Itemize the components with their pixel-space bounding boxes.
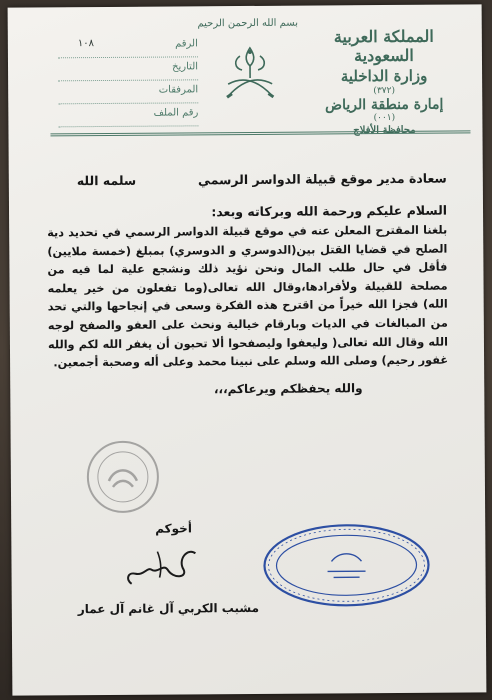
kingdom-name: المملكة العربية السعودية <box>333 26 434 66</box>
ref-file-label: رقم الملف <box>153 107 199 119</box>
signature-icon <box>117 539 207 590</box>
ref-attachments-row <box>58 80 198 104</box>
ministry-name: وزارة الداخلية <box>340 66 428 86</box>
bismillah: بسم الله الرحمن الرحيم <box>197 17 299 30</box>
ref-file-row <box>58 103 198 127</box>
salutation-suffix: سلمه الله <box>76 172 137 189</box>
closing-line: والله يحفظكم ويرعاكم،،، <box>213 380 363 396</box>
emirate-name: إمارة منطقة الرياض <box>325 96 444 114</box>
letter-body <box>47 171 449 398</box>
ref-date-label: التاريخ <box>172 61 199 73</box>
ministry-code: (٣٧٢) <box>373 85 395 97</box>
signer-name: مشبب الكربي آل غانم آل عمار <box>77 600 260 617</box>
official-oval-stamp-icon <box>261 521 432 610</box>
ref-number-row <box>58 34 198 58</box>
reference-block <box>58 34 199 127</box>
saudi-emblem-icon <box>220 44 280 106</box>
round-tribe-stamp-icon <box>85 439 162 516</box>
governorate-name: محافظة الأفلاج <box>353 124 416 137</box>
greeting: السلام عليكم ورحمة الله وبركاته وبعد: <box>211 202 448 220</box>
ref-number-value: ١٠٨ <box>77 38 95 50</box>
letter-sheet <box>8 4 487 695</box>
emirate-code: (٠٠١) <box>373 112 396 124</box>
ref-attachments-label: المرفقات <box>158 84 199 96</box>
ref-number-label: الرقم <box>175 38 198 50</box>
brother-label: أخوكم <box>155 521 192 536</box>
letter-paragraph: بلغنا المقترح المعلن عنه في موقع قبيلة الدواسر الرسمي في تحديد دية الصلح في قضايا القتل بين(الدوسري و الدوسري) بمبلغ (خمسة ملايين) فأقل في حال طلب المال ونحن نؤيد ذلك ونشجع علية لما فيه من مصلحة للقبيلة ولأفرادها،وقال الله تعالى(وما تفعلون من خير يعلمه الله) فجزا الله خيراً من اقترح هذه الفكرة وسعى في إنجاحها والتي تحد من المبالغات في الديات وبارقام خيالية ونحث على العفو والصفح لوجه الله وقال الله تعالى( وليعفوا وليصفحوا ألا تحبون أن يغفر الله لكم والله غفور رحيم) وصلى الله وسلم على نبينا محمد وعلى أله وصحبة أجمعين. <box>47 223 449 370</box>
ref-date-row <box>58 57 198 81</box>
letterhead <box>304 26 465 136</box>
signoff-block <box>77 521 277 617</box>
addressee: سعادة مدير موقع قبيلة الدواسر الرسمي <box>197 170 447 188</box>
addressee-line <box>47 171 447 196</box>
